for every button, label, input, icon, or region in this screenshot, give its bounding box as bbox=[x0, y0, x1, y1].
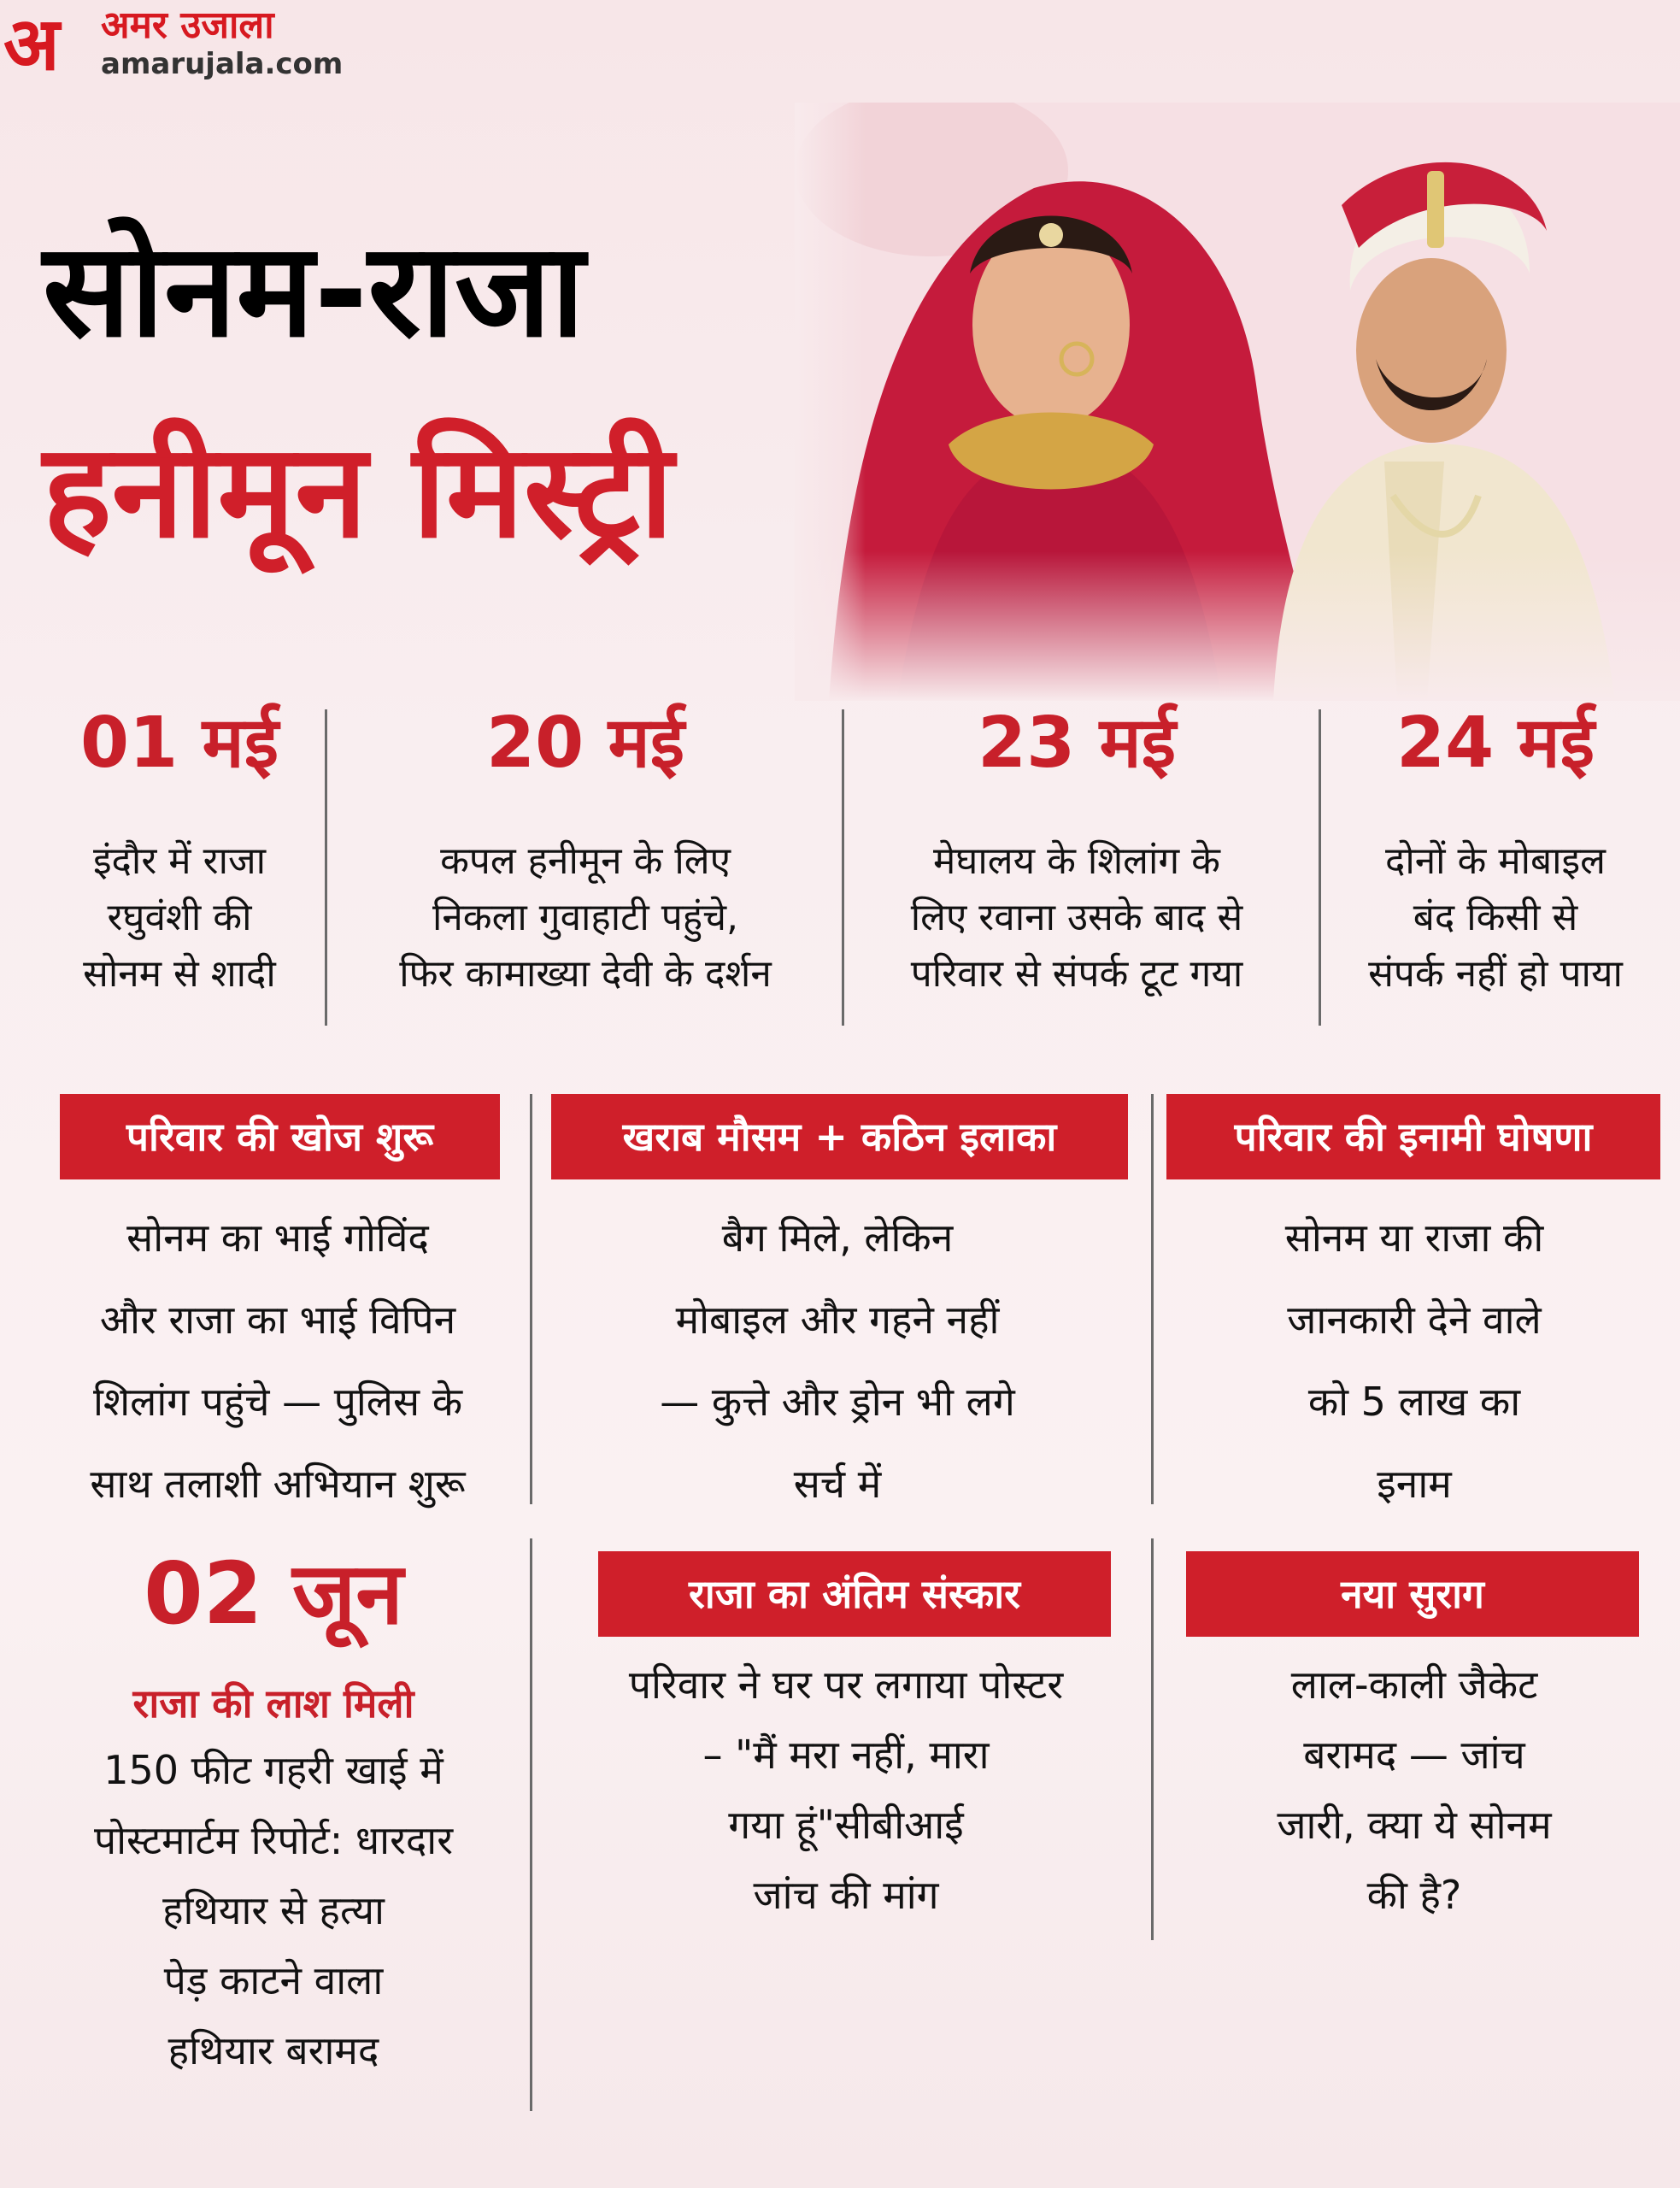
timeline-date: 23 मई bbox=[978, 703, 1176, 784]
timeline-date: 20 मई bbox=[486, 703, 684, 784]
section-body bbox=[1162, 1197, 1666, 1525]
section-line: और राजा का भाई विपिन bbox=[99, 1297, 456, 1343]
divider bbox=[1151, 1094, 1154, 1504]
body-found-block bbox=[17, 1538, 530, 2085]
section-line: सोनम या राजा की bbox=[1284, 1215, 1544, 1261]
brand-logo[interactable] bbox=[0, 0, 342, 85]
section-line: जारी, क्या ये सोनम bbox=[1277, 1802, 1552, 1848]
timeline-line: लिए रवाना उसके बाद से bbox=[910, 896, 1243, 939]
timeline-line: कपल हनीमून के लिए bbox=[440, 839, 731, 883]
section-line: जानकारी देने वाले bbox=[1287, 1297, 1542, 1343]
timeline-item bbox=[34, 701, 325, 1003]
couple-illustration bbox=[795, 103, 1680, 701]
divider bbox=[530, 1538, 532, 2111]
timeline-line: दोनों के मोबाइल bbox=[1384, 839, 1606, 883]
section-line: बैग मिले, लेकिन bbox=[721, 1215, 954, 1261]
section-line: मोबाइल और गहने नहीं bbox=[675, 1297, 1000, 1343]
section-tag: परिवार की खोज शुरू bbox=[60, 1094, 500, 1179]
event-line: पोस्टमार्टम रिपोर्ट: धारदार bbox=[93, 1817, 454, 1863]
section-line: परिवार ने घर पर लगाया पोस्टर bbox=[628, 1662, 1064, 1708]
divider bbox=[530, 1094, 532, 1504]
timeline-line: इंदौर में राजा bbox=[92, 839, 267, 883]
timeline-line: रघुवंशी की bbox=[107, 896, 252, 939]
timeline-item bbox=[1325, 701, 1666, 1003]
timeline-line: संपर्क नहीं हो पाया bbox=[1368, 952, 1623, 996]
event-line: हथियार बरामद bbox=[167, 2027, 379, 2073]
couple-photo bbox=[795, 103, 1680, 701]
timeline-item bbox=[333, 701, 837, 1003]
timeline-description bbox=[34, 833, 325, 1003]
section-tag: परिवार की इनामी घोषणा bbox=[1166, 1094, 1660, 1179]
timeline-line: सोनम से शादी bbox=[83, 952, 276, 996]
section-line: — कुत्ते और ड्रोन भी लगे bbox=[660, 1379, 1015, 1425]
timeline-description bbox=[846, 833, 1307, 1003]
event-date: 02 जून bbox=[144, 1544, 403, 1644]
section-line: को 5 लाख का bbox=[1307, 1379, 1521, 1425]
section-line: साथ तलाशी अभियान शुरू bbox=[90, 1461, 466, 1507]
section-line: सर्च में bbox=[793, 1461, 882, 1507]
headline-line-1: सोनम-राजा bbox=[43, 215, 585, 366]
section-line: की है? bbox=[1366, 1872, 1462, 1918]
timeline-date: 24 मई bbox=[1396, 703, 1595, 784]
divider bbox=[1151, 1538, 1154, 1940]
timeline-line: बंद किसी से bbox=[1413, 896, 1578, 939]
section-body bbox=[26, 1197, 530, 1525]
event-line: हथियार से हत्या bbox=[162, 1887, 385, 1933]
divider bbox=[842, 709, 844, 1026]
section-line: बरामद — जांच bbox=[1303, 1732, 1525, 1778]
timeline-description bbox=[333, 833, 837, 1003]
brand-name-hindi: अमर उजाला bbox=[101, 3, 274, 47]
section-line: लाल-काली जैकेट bbox=[1290, 1662, 1538, 1708]
brand-mark: अ bbox=[3, 2, 60, 87]
headline-line-2: हनीमून मिस्ट्री bbox=[43, 415, 673, 567]
section-body bbox=[538, 1197, 1137, 1525]
event-line: पेड़ काटने वाला bbox=[163, 1957, 384, 2003]
section-line: सोनम का भाई गोविंद bbox=[126, 1215, 429, 1261]
search-phase-row bbox=[0, 1094, 1680, 1521]
section-line: शिलांग पहुंचे — पुलिस के bbox=[92, 1379, 463, 1425]
timeline-line: फिर कामाख्या देवी के दर्शन bbox=[399, 952, 772, 996]
section-body bbox=[547, 1650, 1145, 1930]
timeline-line: मेघालय के शिलांग के bbox=[933, 839, 1220, 883]
event-body bbox=[17, 1735, 530, 2085]
section-line: जांच की मांग bbox=[753, 1872, 939, 1918]
section-tag: राजा का अंतिम संस्कार bbox=[598, 1551, 1111, 1637]
divider bbox=[1319, 709, 1321, 1026]
timeline-description bbox=[1325, 833, 1666, 1003]
section-line: गया हूं"सीबीआई bbox=[728, 1802, 964, 1848]
investigation-row bbox=[0, 1538, 1680, 2137]
section-line: – "मैं मरा नहीं, मारा bbox=[702, 1732, 990, 1778]
section-tag: नया सुराग bbox=[1186, 1551, 1639, 1637]
section-tag: खराब मौसम + कठिन इलाका bbox=[551, 1094, 1128, 1179]
timeline-line: निकला गुवाहाटी पहुंचे, bbox=[432, 896, 739, 939]
divider bbox=[325, 709, 327, 1026]
timeline-item bbox=[846, 701, 1307, 1003]
timeline-row bbox=[0, 701, 1680, 1043]
section-body bbox=[1166, 1650, 1662, 1930]
timeline-line: परिवार से संपर्क टूट गया bbox=[910, 952, 1243, 996]
section-line: इनाम bbox=[1377, 1461, 1452, 1507]
timeline-date: 01 मई bbox=[80, 703, 279, 784]
event-headline: राजा की लाश मिली bbox=[132, 1680, 414, 1726]
event-line: 150 फीट गहरी खाई में bbox=[103, 1747, 443, 1793]
brand-domain: amarujala.com bbox=[101, 47, 344, 81]
